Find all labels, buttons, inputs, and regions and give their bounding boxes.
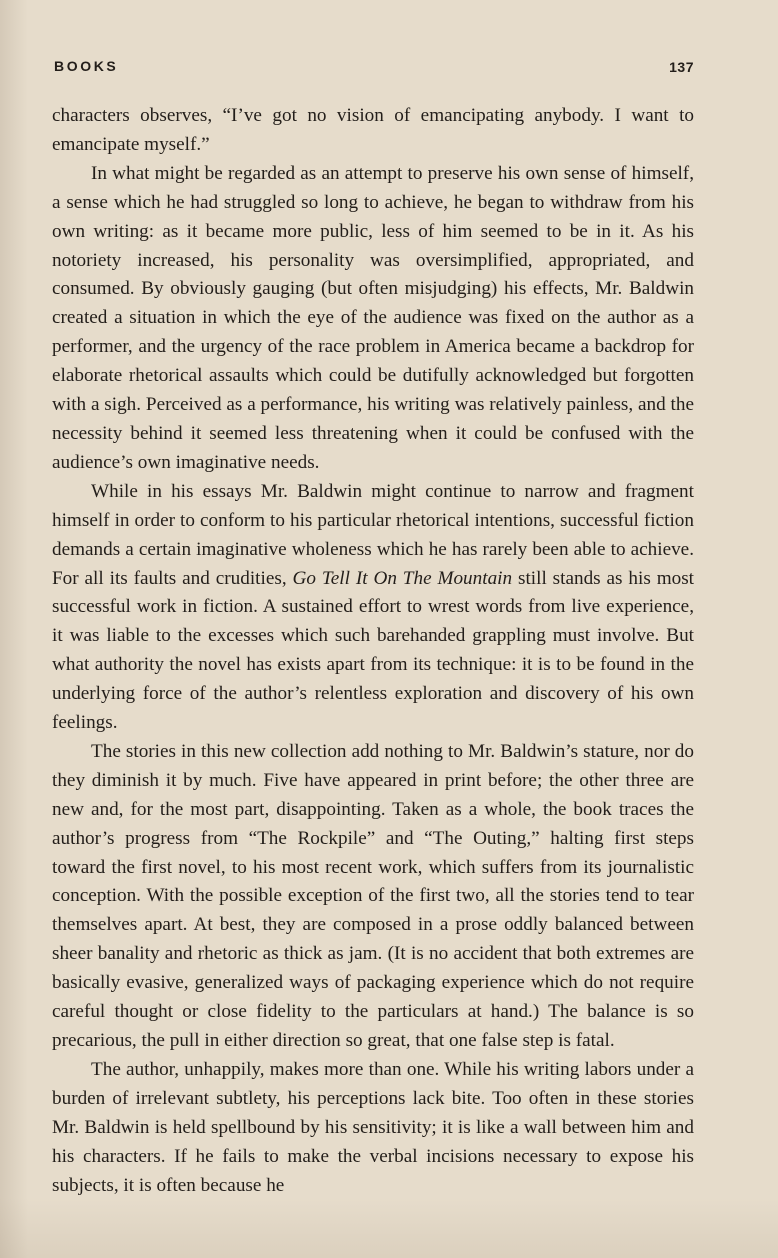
paragraph: The stories in this new collection add nothing to Mr. Baldwin’s stature, nor do they diminish it by much. Five have appeared in print before; the other three are new and, for the most part, disappointing. Taken as a whole, the book traces the author’s progress from “The Rockpile” and “The Outing,” halting first steps toward the first novel, to his most recent work, which suffers from its journalistic conception. With the possible exception of the first two, all the stories tend to tear themselves apart. At best, they are composed in a prose oddly balanced between sheer banality and rhetoric as thick as jam. (It is no accident that both extremes are basically evasive, generalized ways of packaging experience which do not require careful thought or close fidelity to the particulars at hand.) The balance is so precarious, the pull in either direction so great, that one false step is fatal.: [52, 740, 694, 1051]
paragraph: In what might be regarded as an attempt to preserve his own sense of himself, a sense which he had struggled so long to achieve, he began to withdraw from his own writing: as it became more public, less of him seemed to be in it. As his notoriety increased, his personality was oversimplified, appropriated, and consumed. By obviously gauging (but often misjudging) his effects, Mr. Baldwin created a situation in which the eye of the audience was fixed on the author as a performer, and the urgency of the race problem in America became a backdrop for elaborate rhetorical assaults which could be dutifully acknowledged but forgotten with a sigh. Perceived as a performance, his writing was relatively painless, and the necessity behind it seemed less threatening when it could be confused with the audience’s own imaginative needs.: [52, 162, 694, 473]
paragraph: [52, 478, 694, 738]
article-body: [52, 102, 694, 1200]
paragraph-text: still stands as his most successful work in fiction. A sustained effort to wrest words from live experience, it was liable to the excesses which such barehanded grappling must involve. But what authority the novel has exists apart from its technique: it is to be found in the underlying force of the author’s relentless exploration and discovery of his own feelings.: [52, 567, 695, 734]
paragraph-text: While in his essays Mr. Baldwin might continue to narrow and fragment himself in order to conform to his particular rhetorical intentions, successful fiction demands a certain imaginative wholeness which he has rarely been able to achieve. For all its faults and crudities,: [52, 480, 694, 589]
page-bottom-shadow: [0, 1198, 778, 1258]
page-number: 137: [669, 59, 694, 75]
novel-title: Go Tell It On The Mountain: [292, 567, 513, 589]
paragraph: The author, unhappily, makes more than one. While his writing labors under a burden of irrelevant subtlety, his perceptions lack bite. Too often in these stories Mr. Baldwin is held spellbound by his sensitivity; it is like a wall between him and his characters. If he fails to make the verbal incisions necessary to expose his subjects, it is often because he: [52, 1058, 694, 1196]
paragraph: characters observes, “I’ve got no vision of emancipating anybody. I want to emancipate myself.”: [52, 105, 694, 155]
running-head: [54, 58, 694, 80]
section-name: BOOKS: [54, 58, 119, 74]
page-edge-shadow: [0, 0, 28, 1258]
